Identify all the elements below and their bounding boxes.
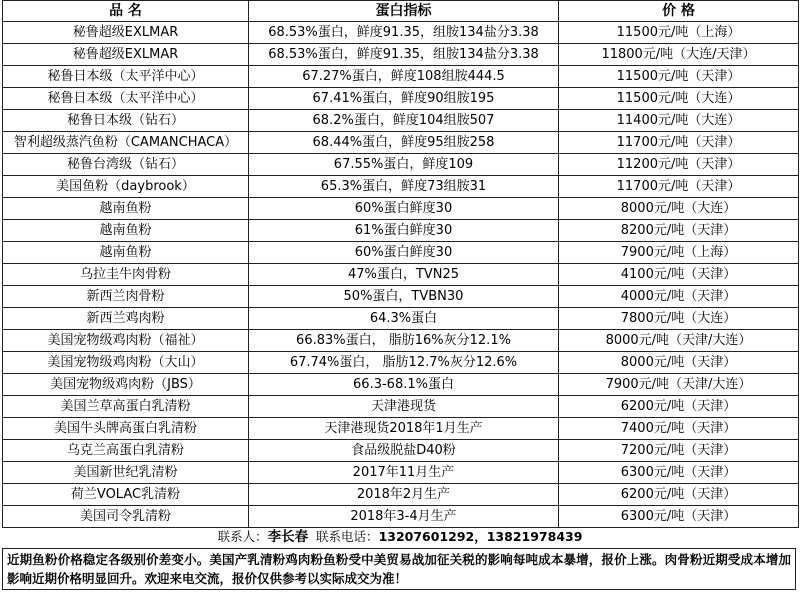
cell-protein: 68.44%蛋白，鲜度95组胺258 (249, 132, 559, 154)
cell-price: 8000元/吨（大连） (559, 198, 799, 220)
cell-protein: 66.83%蛋白， 脂肪16%灰分12.1% (249, 330, 559, 352)
cell-product: 美国宠物级鸡肉粉（大山） (3, 352, 249, 374)
cell-protein: 2017年11月生产 (249, 462, 559, 484)
header-product: 品 名 (3, 1, 249, 22)
cell-product: 美国兰草高蛋白乳清粉 (3, 396, 249, 418)
table-row (3, 242, 799, 264)
table-row (3, 66, 799, 88)
table-row (3, 264, 799, 286)
market-notice: 近期鱼粉价格稳定各级别价差变小。美国产乳清粉鸡肉粉鱼粉受中美贸易战加征关税的影响每吨成本暴增，报价上涨。肉骨粉近期受成本增加影响近期价格明显回升。欢迎来电交流，报价仅供参考以实际成交为准！ (2, 548, 796, 590)
cell-product: 秘鲁超级EXLMAR (3, 22, 249, 44)
price-table (2, 0, 799, 528)
cell-price: 7200元/吨（天津） (559, 440, 799, 462)
cell-product: 秘鲁日本级（太平洋中心） (3, 66, 249, 88)
cell-price: 11200元/吨（天津） (559, 154, 799, 176)
cell-product: 越南鱼粉 (3, 198, 249, 220)
table-row (3, 308, 799, 330)
cell-price: 6200元/吨（天津） (559, 396, 799, 418)
cell-protein: 50%蛋白，TVBN30 (249, 286, 559, 308)
cell-price: 7900元/吨（上海） (559, 242, 799, 264)
cell-protein: 67.27%蛋白，鲜度108组胺444.5 (249, 66, 559, 88)
table-row (3, 462, 799, 484)
cell-price: 11400元/吨（大连） (559, 110, 799, 132)
cell-product: 越南鱼粉 (3, 220, 249, 242)
table-row (3, 418, 799, 440)
cell-product: 秘鲁日本级（钻石） (3, 110, 249, 132)
table-row (3, 154, 799, 176)
cell-protein: 天津港现货 (249, 396, 559, 418)
contact-person-label: 联系人： (217, 529, 268, 544)
cell-protein: 2018年3-4月生产 (249, 506, 559, 528)
table-row (3, 352, 799, 374)
cell-protein: 67.74%蛋白， 脂肪12.7%灰分12.6% (249, 352, 559, 374)
cell-price: 11500元/吨（天津） (559, 66, 799, 88)
contact-phone-numbers: 13207601292，13821978439 (378, 529, 583, 544)
cell-product: 荷兰VOLAC乳清粉 (3, 484, 249, 506)
cell-protein: 47%蛋白，TVN25 (249, 264, 559, 286)
table-row (3, 396, 799, 418)
table-row (3, 220, 799, 242)
header-price: 价 格 (559, 1, 799, 22)
cell-price: 8000元/吨（天津/大连） (559, 330, 799, 352)
cell-price: 7400元/吨（天津） (559, 418, 799, 440)
table-row (3, 286, 799, 308)
cell-protein: 68.53%蛋白，鲜度91.35，组胺134盐分3.38 (249, 22, 559, 44)
cell-product: 新西兰肉骨粉 (3, 286, 249, 308)
table-row (3, 330, 799, 352)
cell-price: 6300元/吨（天津） (559, 462, 799, 484)
table-row (3, 88, 799, 110)
cell-product: 智利超级蒸汽鱼粉（CAMANCHACA） (3, 132, 249, 154)
cell-protein: 天津港现货2018年1月生产 (249, 418, 559, 440)
cell-protein: 60%蛋白鲜度30 (249, 242, 559, 264)
table-row (3, 440, 799, 462)
cell-price: 11500元/吨（上海） (559, 22, 799, 44)
cell-price: 11800元/吨（大连/天津） (559, 44, 799, 66)
cell-protein: 67.55%蛋白，鲜度109 (249, 154, 559, 176)
table-body (3, 22, 799, 528)
cell-product: 乌克兰高蛋白乳清粉 (3, 440, 249, 462)
cell-price: 11500元/吨（大连） (559, 88, 799, 110)
cell-price: 6300元/吨（天津） (559, 506, 799, 528)
table-row (3, 506, 799, 528)
cell-protein: 67.41%蛋白，鲜度90组胺195 (249, 88, 559, 110)
cell-price: 8000元/吨（天津） (559, 352, 799, 374)
cell-price: 4100元/吨（天津） (559, 264, 799, 286)
contact-line (2, 527, 798, 547)
contact-person-name: 李长春 (267, 529, 309, 545)
cell-price: 6200元/吨（天津） (559, 484, 799, 506)
table-row (3, 44, 799, 66)
table-row (3, 176, 799, 198)
cell-product: 美国新世纪乳清粉 (3, 462, 249, 484)
cell-product: 新西兰鸡肉粉 (3, 308, 249, 330)
header-row (3, 1, 799, 22)
price-sheet (2, 0, 798, 528)
cell-price: 8200元/吨（天津） (559, 220, 799, 242)
cell-product: 秘鲁超级EXLMAR (3, 44, 249, 66)
cell-product: 越南鱼粉 (3, 242, 249, 264)
table-row (3, 198, 799, 220)
table-row (3, 484, 799, 506)
cell-protein: 68.53%蛋白，鲜度91.35，组胺134盐分3.38 (249, 44, 559, 66)
table-row (3, 22, 799, 44)
header-protein: 蛋白指标 (249, 1, 559, 22)
cell-price: 11700元/吨（天津） (559, 176, 799, 198)
cell-product: 美国鱼粉（daybrook） (3, 176, 249, 198)
cell-price: 7800元/吨（大连） (559, 308, 799, 330)
cell-product: 乌拉圭牛肉骨粉 (3, 264, 249, 286)
cell-price: 7900元/吨（天津/大连） (559, 374, 799, 396)
table-row (3, 132, 799, 154)
cell-product: 秘鲁台湾级（钻石） (3, 154, 249, 176)
cell-product: 秘鲁日本级（太平洋中心） (3, 88, 249, 110)
cell-protein: 2018年2月生产 (249, 484, 559, 506)
table-row (3, 110, 799, 132)
cell-product: 美国宠物级鸡肉粉（福祉） (3, 330, 249, 352)
cell-price: 11700元/吨（天津） (559, 132, 799, 154)
cell-product: 美国司令乳清粉 (3, 506, 249, 528)
contact-phone-label: 联系电话： (316, 529, 379, 544)
cell-protein: 食品级脱盐D40粉 (249, 440, 559, 462)
cell-protein: 68.2%蛋白，鲜度104组胺507 (249, 110, 559, 132)
cell-price: 4000元/吨（天津） (559, 286, 799, 308)
cell-protein: 64.3%蛋白 (249, 308, 559, 330)
cell-protein: 60%蛋白鲜度30 (249, 198, 559, 220)
table-row (3, 374, 799, 396)
cell-protein: 65.3%蛋白，鲜度73组胺31 (249, 176, 559, 198)
cell-product: 美国牛头牌高蛋白乳清粉 (3, 418, 249, 440)
cell-product: 美国宠物级鸡肉粉（JBS） (3, 374, 249, 396)
cell-protein: 66.3-68.1%蛋白 (249, 374, 559, 396)
cell-protein: 61%蛋白鲜度30 (249, 220, 559, 242)
